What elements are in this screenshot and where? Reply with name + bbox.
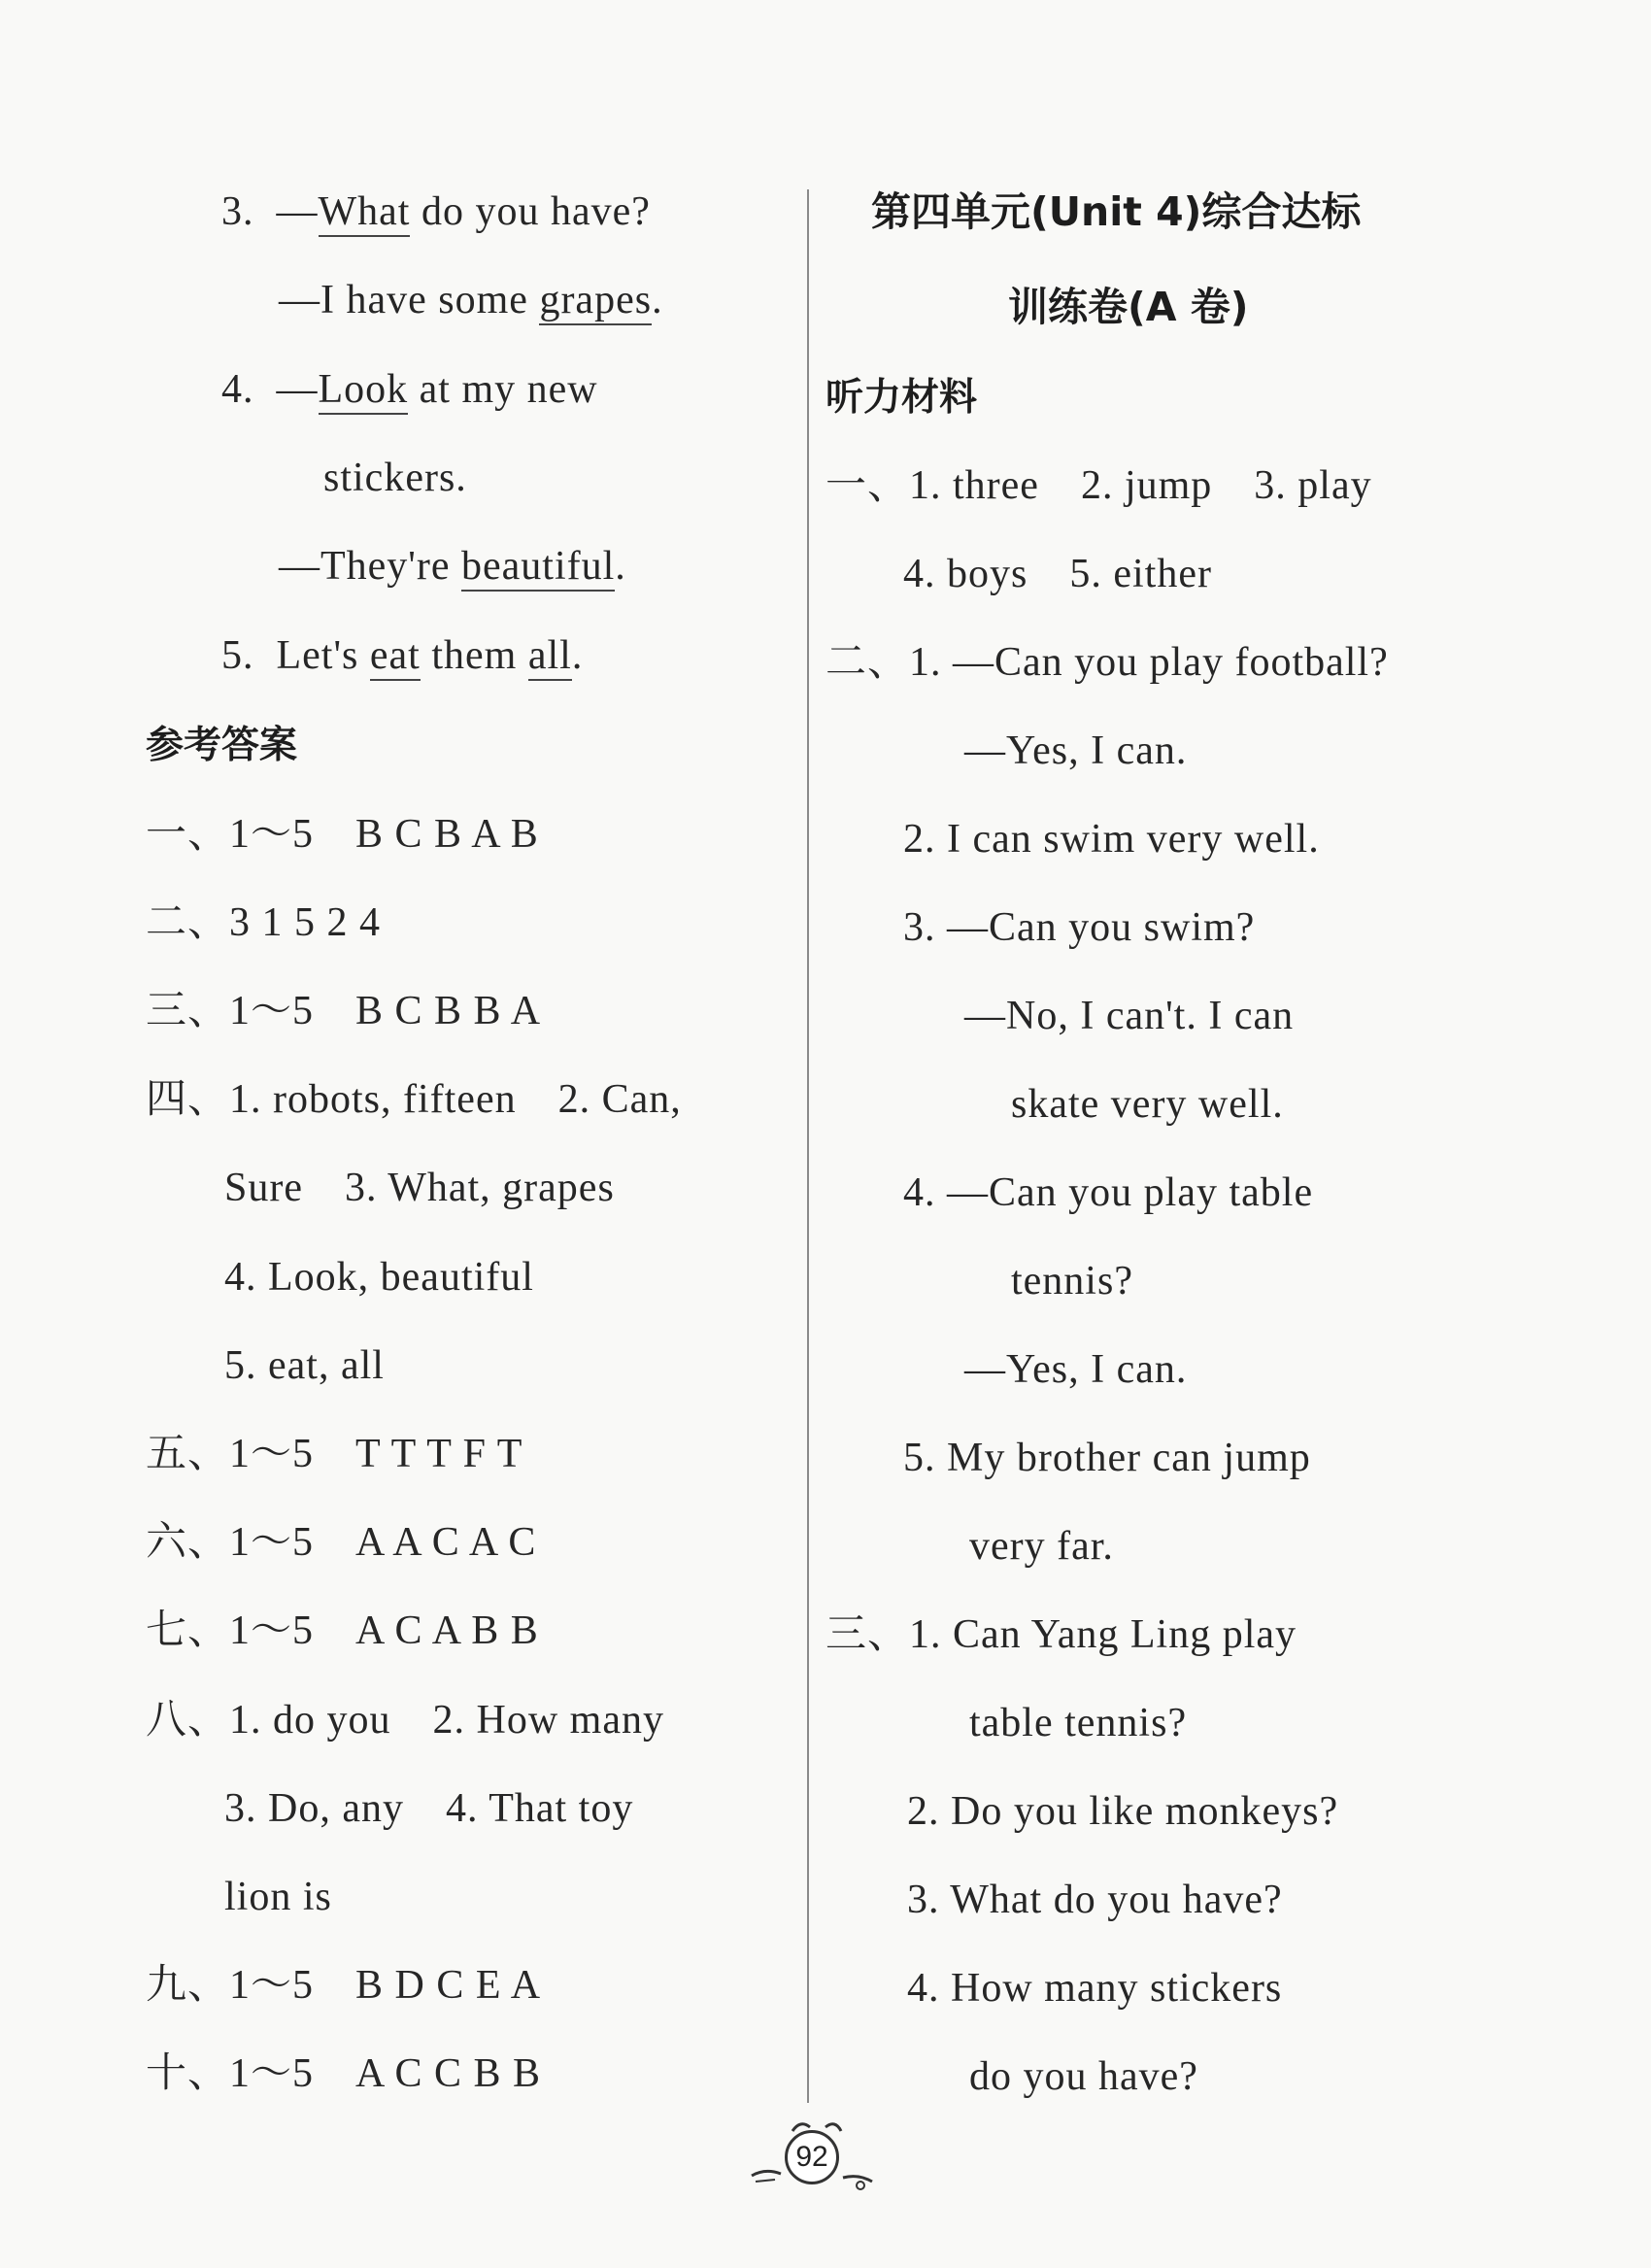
dialogue-line-4-reply [279,542,626,591]
answer-line: 五、1～5 T T T F T [146,1432,523,1476]
underlined-word: eat [370,633,421,681]
underlined-word: Look [319,367,409,415]
script-line: skate very well. [1011,1082,1284,1127]
answer-line: 十、1～5 A C C B B [146,2051,542,2096]
answer-line: 七、1～5 A C A B B [146,1608,539,1653]
unit-subtitle: 训练卷(A 卷) [1008,284,1249,330]
script-line: 2. I can swim very well. [903,817,1320,862]
dialogue-line-4-cont: stickers. [323,456,467,500]
page-number-badge [746,2117,882,2195]
script-line: do you have? [969,2054,1198,2099]
answer-line: 一、1～5 B C B A B [146,812,539,857]
dialogue-text: at my new [408,367,598,412]
script-line: 三、1. Can Yang Ling play [826,1612,1297,1657]
page-number: 92 [785,2130,839,2184]
script-line: table tennis? [969,1701,1188,1745]
dialogue-text: Let's [276,633,370,678]
answers-heading: 参考答案 [146,724,298,767]
answer-line: 八、1. do you 2. How many [146,1698,664,1743]
item-number: 4. [221,367,254,412]
script-line: 4. —Can you play table [903,1170,1314,1215]
dash: — [276,189,319,234]
script-line: 4. How many stickers [907,1966,1283,2011]
script-line: 二、1. —Can you play football? [826,640,1389,685]
answer-line: 二、3 1 5 2 4 [146,900,382,945]
answer-line: 4. Look, beautiful [224,1255,534,1300]
script-line: 3. —Can you swim? [903,905,1256,950]
answer-line: 三、1～5 B C B B A [146,989,542,1033]
item-number: 5. [221,633,254,678]
underlined-word: grapes [539,278,652,325]
column-divider [807,189,809,2103]
dialogue-text: do you have? [410,189,651,234]
script-line: 5. My brother can jump [903,1436,1311,1480]
dialogue-line-3-reply [279,276,663,324]
dialogue-text: . [652,278,663,322]
script-line: —No, I can't. I can [964,994,1295,1038]
listening-heading: 听力材料 [826,376,978,420]
script-line: very far. [969,1524,1114,1569]
dialogue-text: —They're [279,544,461,589]
dialogue-line-4 [221,365,598,414]
dialogue-line-5 [221,631,583,680]
dash: — [276,367,319,412]
dialogue-text: . [615,544,626,589]
dialogue-text: —I have some [279,278,540,322]
script-line: —Yes, I can. [964,1347,1188,1392]
script-line: —Yes, I can. [964,728,1188,773]
script-line: 4. boys 5. either [903,552,1212,596]
script-line: 2. Do you like monkeys? [907,1789,1339,1834]
underlined-word: beautiful [461,544,615,592]
answer-line: 3. Do, any 4. That toy [224,1786,634,1831]
answer-line: Sure 3. What, grapes [224,1166,615,1210]
dialogue-line-3 [221,187,651,236]
underlined-word: all [528,633,572,681]
answer-line: 六、1～5 A A C A C [146,1520,537,1565]
answer-line: 5. eat, all [224,1343,385,1388]
script-line: 3. What do you have? [907,1878,1283,1922]
unit-title: 第四单元(Unit 4)综合达标 [871,188,1362,235]
answer-line: lion is [224,1875,332,1919]
dialogue-text: . [571,633,584,678]
script-line: tennis? [1011,1259,1133,1303]
answer-line: 九、1～5 B D C E A [146,1963,542,2008]
dialogue-text: them [420,633,528,678]
script-line: 一、1. three 2. jump 3. play [826,463,1372,508]
underlined-word: What [319,189,411,237]
item-number: 3. [221,189,254,234]
answer-line: 四、1. robots, fifteen 2. Can, [146,1077,682,1122]
